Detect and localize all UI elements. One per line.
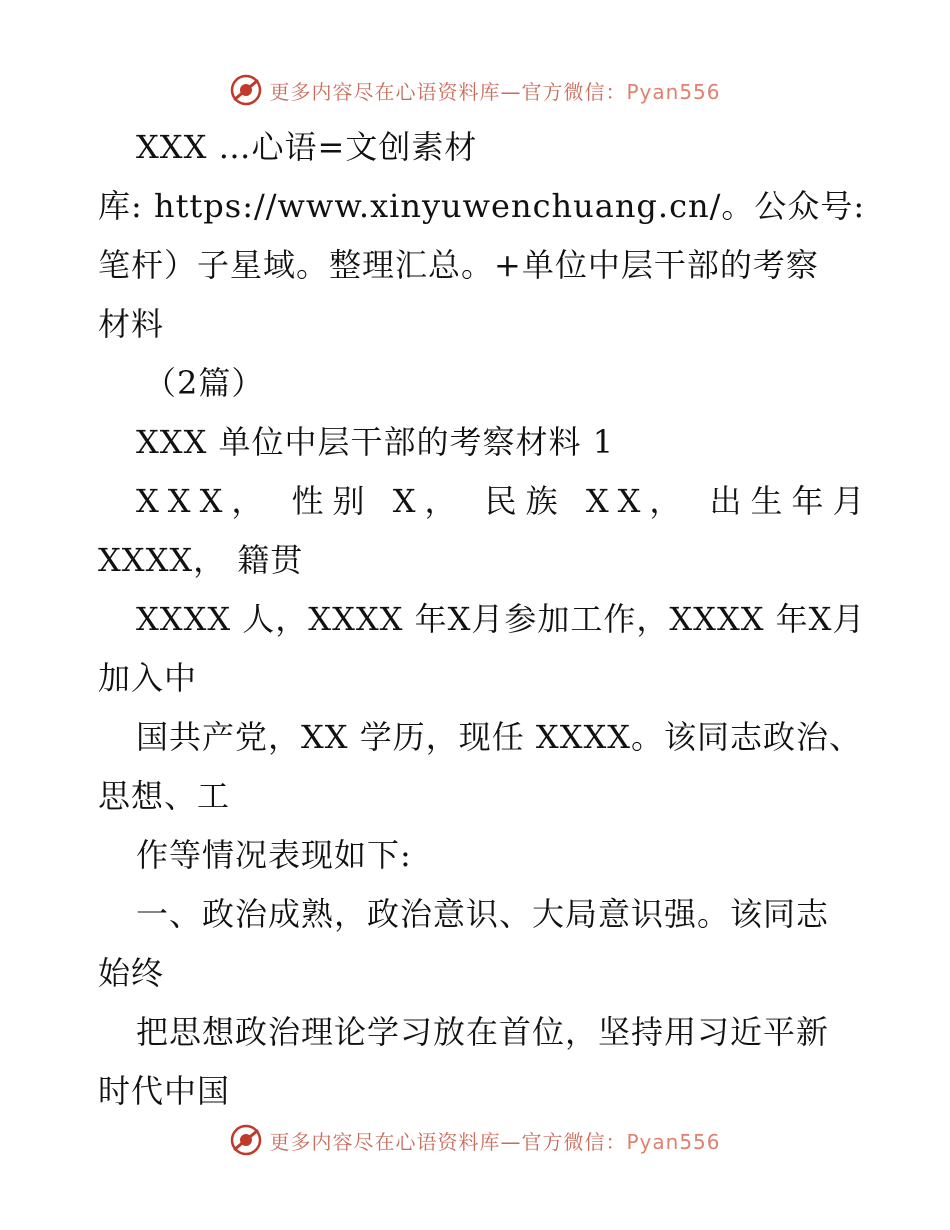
doc-line-15: 始终 <box>98 954 165 992</box>
brand-logo-icon <box>229 1123 263 1157</box>
doc-line-6: XXX 单位中层干部的考察材料 1 <box>136 423 615 461</box>
doc-line-1: XXX …心语=文创素材 <box>136 128 478 166</box>
doc-line-8: XXXX， 籍贯 <box>98 541 304 579</box>
header-banner-label: 更多内容尽在心语资料库—官方微信： <box>269 79 627 104</box>
footer-wechat-id: Pyan556 <box>626 1129 721 1154</box>
doc-line-12: 思想、工 <box>98 777 231 815</box>
footer-banner-label: 更多内容尽在心语资料库—官方微信： <box>269 1129 627 1154</box>
header-watermark-banner <box>0 70 950 110</box>
doc-line-14: 一、政治成熟，政治意识、大局意识强。该同志 <box>136 895 830 933</box>
document-body <box>98 118 874 1121</box>
doc-line-7: XXX， 性别 X， 民族 XX， 出生年月 <box>136 482 874 520</box>
footer-banner-text <box>269 1126 720 1155</box>
header-wechat-id: Pyan556 <box>626 79 721 104</box>
doc-line-5: （2篇） <box>144 364 265 402</box>
doc-line-4: 材料 <box>98 305 165 343</box>
footer-watermark-banner <box>0 1120 950 1160</box>
doc-line-3: 笔杆）子星域。整理汇总。+单位中层干部的考察 <box>98 246 819 284</box>
doc-line-9: XXXX 人，XXXX 年X月参加工作，XXXX 年X月 <box>136 600 866 638</box>
doc-line-2: 库: https://www.xinyuwenchuang.cn/。公众号: <box>98 187 866 225</box>
doc-line-13: 作等情况表现如下: <box>136 836 412 874</box>
header-banner-text <box>269 76 720 105</box>
doc-line-11: 国共产党，XX 学历，现任 XXXX。该同志政治、 <box>136 718 863 756</box>
doc-line-16: 把思想政治理论学习放在首位，坚持用习近平新 <box>136 1013 830 1051</box>
brand-logo-icon <box>229 73 263 107</box>
doc-line-10: 加入中 <box>98 659 198 697</box>
doc-line-17: 时代中国 <box>98 1072 231 1110</box>
